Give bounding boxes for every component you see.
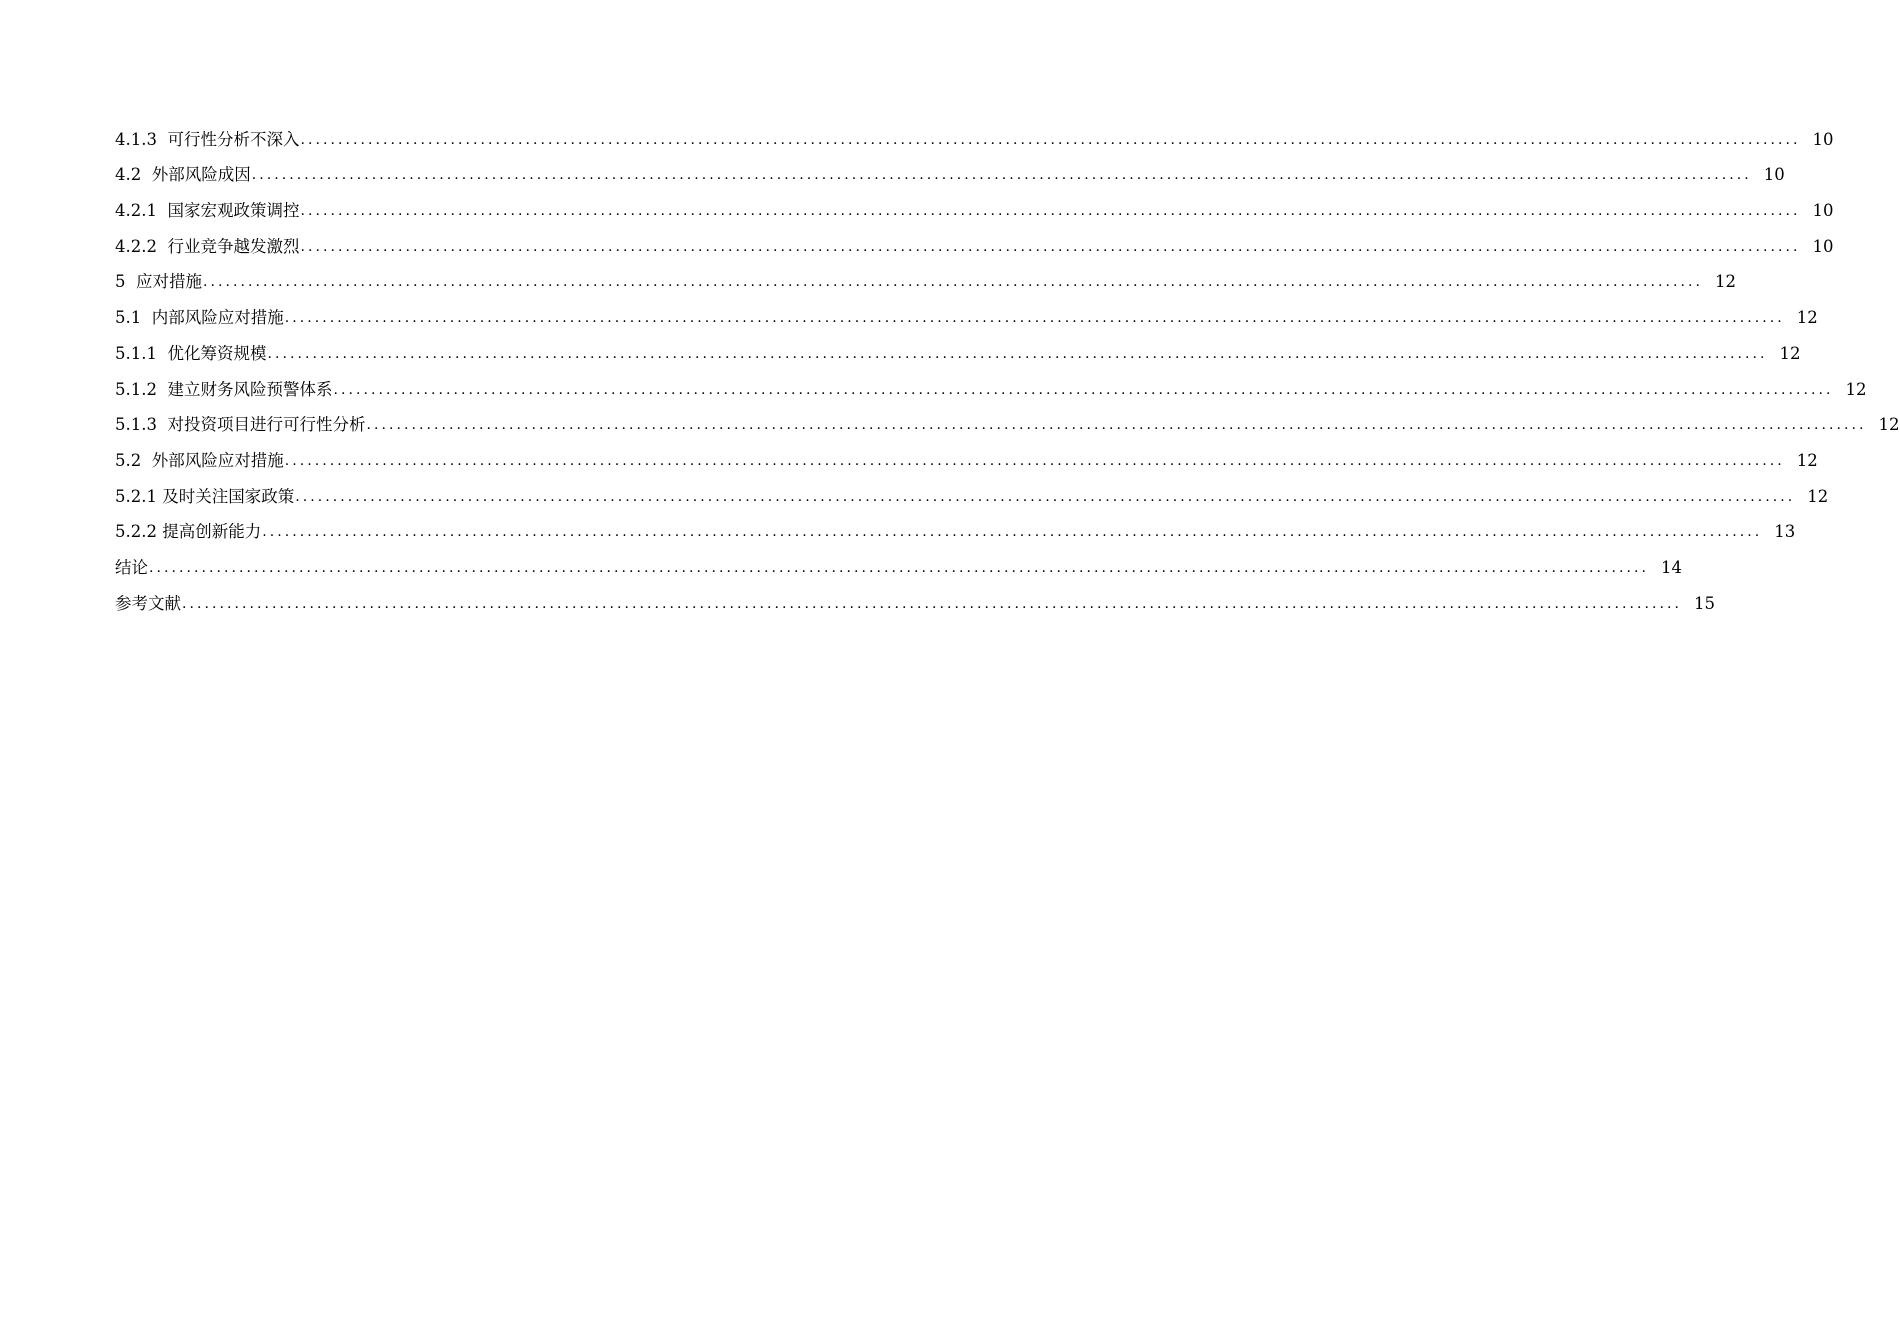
toc-entry-page: 10 bbox=[1763, 165, 1785, 185]
toc-entry-page: 12 bbox=[1779, 343, 1801, 363]
toc-entry-title: 5.1.2 建立财务风险预警体系 bbox=[115, 379, 333, 399]
toc-dot-leader: ........................................................................................................................................................................................................ bbox=[267, 345, 1768, 362]
toc-dot-leader: ........................................................................................................................................................................................................ bbox=[284, 452, 1785, 469]
toc-entry[interactable] bbox=[115, 154, 1785, 190]
toc-entry[interactable] bbox=[115, 546, 1683, 582]
toc-dot-leader: ........................................................................................................................................................................................................ bbox=[300, 131, 1801, 148]
toc-dot-leader: ........................................................................................................................................................................................................ bbox=[284, 310, 1785, 327]
toc-entry-title: 5.2.1 及时关注国家政策 bbox=[115, 486, 295, 506]
toc-entry-title: 参考文献 bbox=[115, 593, 181, 613]
toc-entry-title: 5.2.2 提高创新能力 bbox=[115, 522, 262, 542]
toc-dot-leader: ........................................................................................................................................................................................................ bbox=[366, 417, 1867, 434]
toc-entry[interactable] bbox=[115, 475, 1829, 511]
toc-entry[interactable] bbox=[115, 225, 1834, 261]
toc-entry-page: 12 bbox=[1807, 486, 1829, 506]
toc-entry-page: 10 bbox=[1812, 236, 1834, 256]
toc-entry[interactable] bbox=[115, 404, 1900, 440]
toc-entry-title: 5.2 外部风险应对措施 bbox=[115, 450, 284, 470]
toc-entry-page: 15 bbox=[1694, 593, 1716, 613]
toc-entry-page: 10 bbox=[1812, 201, 1834, 221]
toc-entry[interactable] bbox=[115, 511, 1796, 547]
toc-entry-title: 结论 bbox=[115, 557, 148, 577]
toc-entry-page: 12 bbox=[1715, 272, 1737, 292]
toc-entry-title: 5.1.3 对投资项目进行可行性分析 bbox=[115, 415, 366, 435]
toc-entry-title: 5.1.1 优化筹资规模 bbox=[115, 343, 267, 363]
toc-entry[interactable] bbox=[115, 189, 1834, 225]
toc-dot-leader: ........................................................................................................................................................................................................ bbox=[203, 274, 1704, 291]
toc-entry-page: 14 bbox=[1661, 557, 1683, 577]
toc-entry-page: 12 bbox=[1796, 308, 1818, 328]
toc-dot-leader: ........................................................................................................................................................................................................ bbox=[300, 203, 1801, 220]
toc-entry[interactable] bbox=[115, 118, 1834, 154]
toc-entry-title: 5 应对措施 bbox=[115, 272, 202, 292]
toc-entry-title: 4.2.2 行业竞争越发激烈 bbox=[115, 236, 300, 256]
toc-dot-leader: ........................................................................................................................................................................................................ bbox=[251, 167, 1752, 184]
toc-entry[interactable] bbox=[115, 296, 1818, 332]
toc-entry-page: 12 bbox=[1845, 379, 1867, 399]
toc-entry-title: 4.1.3 可行性分析不深入 bbox=[115, 129, 300, 149]
toc-entry-title: 5.1 内部风险应对措施 bbox=[115, 308, 284, 328]
toc-dot-leader: ........................................................................................................................................................................................................ bbox=[149, 559, 1650, 576]
toc-entry[interactable] bbox=[115, 261, 1737, 297]
toc-entry[interactable] bbox=[115, 332, 1801, 368]
toc-entry[interactable] bbox=[115, 439, 1818, 475]
toc-dot-leader: ........................................................................................................................................................................................................ bbox=[182, 595, 1683, 612]
toc-dot-leader: ........................................................................................................................................................................................................ bbox=[300, 238, 1801, 255]
toc-entry[interactable] bbox=[115, 368, 1867, 404]
toc-entry-page: 12 bbox=[1796, 450, 1818, 470]
toc-entry-title: 4.2 外部风险成因 bbox=[115, 165, 251, 185]
toc-entry-page: 13 bbox=[1774, 522, 1796, 542]
toc-dot-leader: ........................................................................................................................................................................................................ bbox=[262, 524, 1763, 541]
toc-dot-leader: ........................................................................................................................................................................................................ bbox=[295, 488, 1796, 505]
table-of-contents bbox=[115, 118, 1900, 618]
toc-entry-page: 12 bbox=[1878, 415, 1900, 435]
toc-entry-page: 10 bbox=[1812, 129, 1834, 149]
toc-entry[interactable] bbox=[115, 582, 1716, 618]
toc-dot-leader: ........................................................................................................................................................................................................ bbox=[333, 381, 1834, 398]
toc-entry-title: 4.2.1 国家宏观政策调控 bbox=[115, 201, 300, 221]
